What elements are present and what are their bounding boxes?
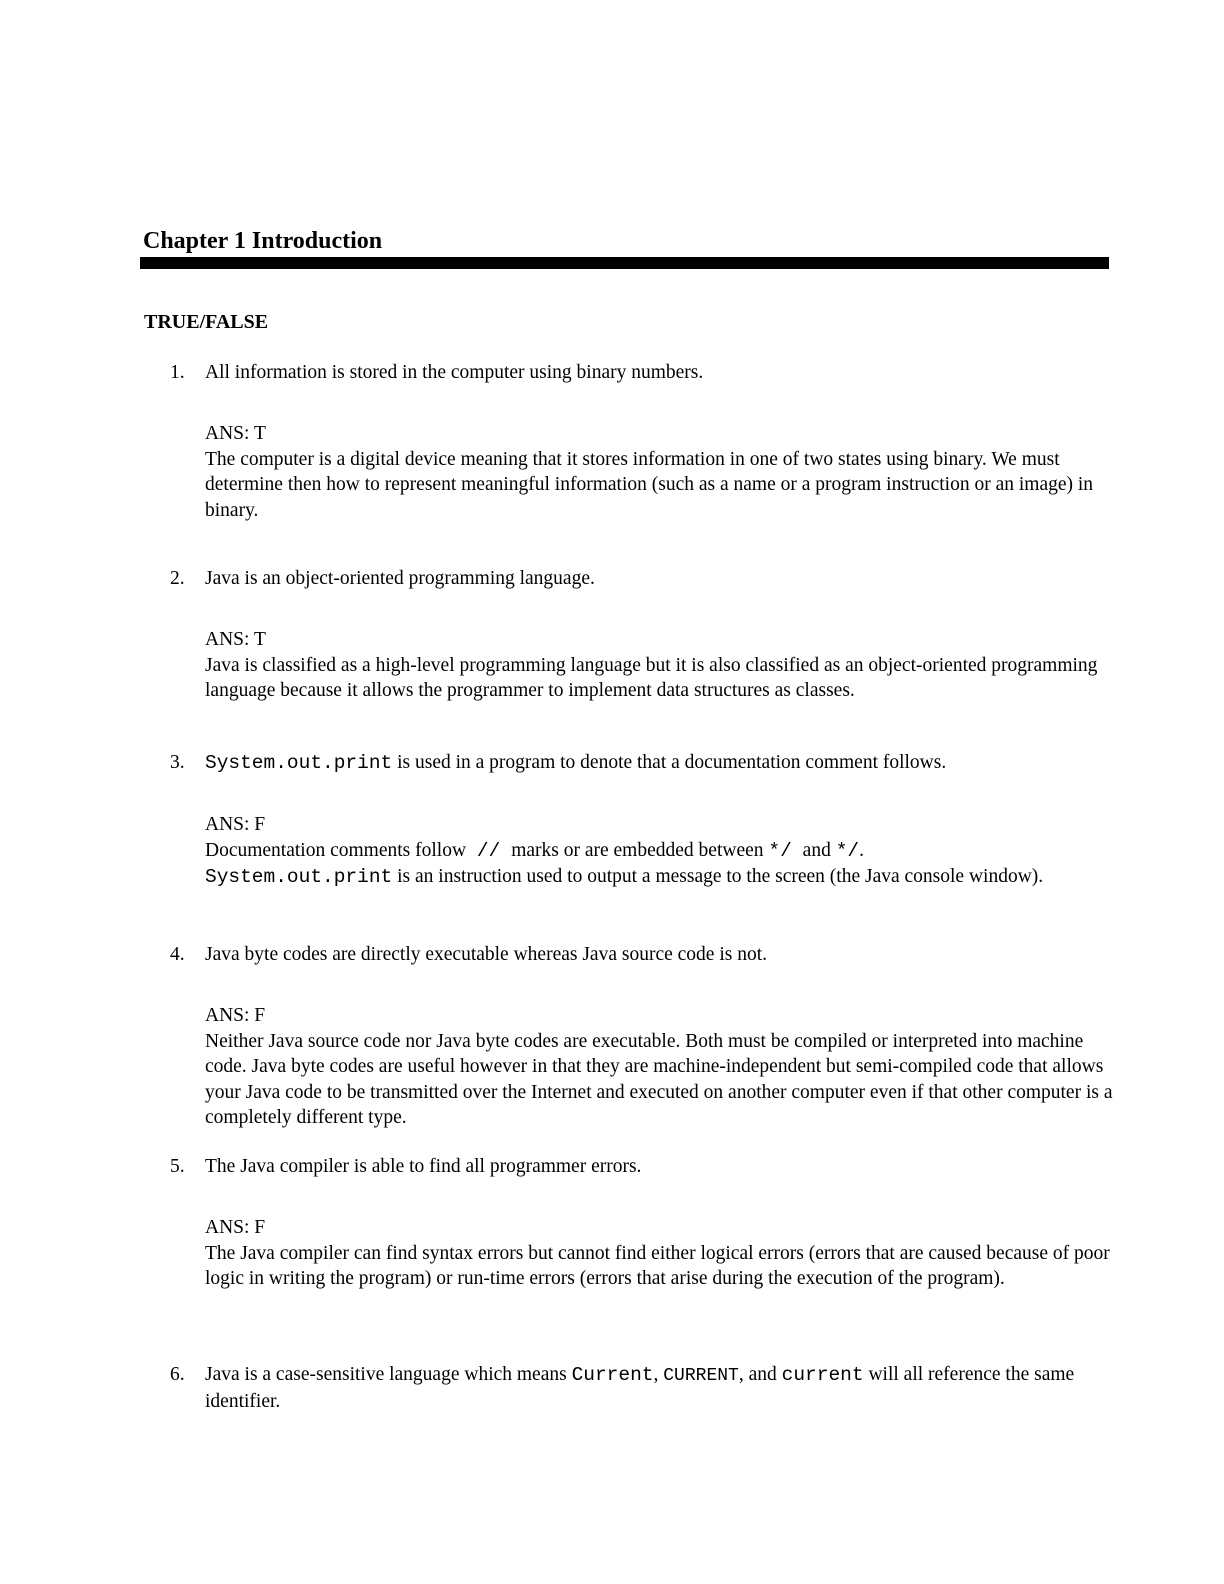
section-heading: TRUE/FALSE xyxy=(144,311,269,333)
question-number: 1. xyxy=(170,362,185,383)
answer-2 xyxy=(205,627,1115,704)
question-number: 4. xyxy=(170,944,185,965)
answer-explanation: Java is classified as a high-level programming language but it is also classified as an object-oriented programming language because it allows the programmer to implement data structures as classes. xyxy=(205,654,1098,701)
answer-4 xyxy=(205,1003,1115,1131)
question-number: 3. xyxy=(170,752,185,773)
answer-label: ANS: F xyxy=(205,814,266,835)
code-snippet: System.out.print xyxy=(205,752,393,774)
question-number: 5. xyxy=(170,1156,185,1177)
answer-explanation-part: marks or are embedded between xyxy=(506,839,769,861)
answer-explanation-part: is an instruction used to output a message to the screen (the Java console window). xyxy=(392,866,1044,887)
title-rule xyxy=(140,257,1109,269)
answer-label: ANS: F xyxy=(205,1005,266,1026)
answer-label: ANS: T xyxy=(205,423,266,444)
answer-explanation-part: and xyxy=(797,839,836,861)
question-3 xyxy=(170,750,1115,776)
answer-1 xyxy=(205,421,1115,523)
question-text-part: , and xyxy=(738,1364,782,1385)
answer-explanation: The computer is a digital device meaning that it stores information in one of two states using binary. We must determine then how to represent meaningful information (such as a name or a program instruction or an image) in binary. xyxy=(205,448,1094,521)
answer-explanation-part: Documentation comments follow xyxy=(205,839,471,861)
question-text: Java is an object-oriented programming language. xyxy=(205,568,595,589)
question-text xyxy=(205,1362,1115,1414)
code-snippet: */ xyxy=(835,839,860,862)
answer-explanation-part: . xyxy=(859,839,864,861)
code-snippet: */ xyxy=(768,839,792,862)
question-4 xyxy=(170,942,1115,967)
code-snippet: CURRENT xyxy=(663,1366,739,1386)
question-2 xyxy=(170,566,1115,591)
question-text: All information is stored in the computer using binary numbers. xyxy=(205,362,704,383)
chapter-title: Chapter 1 Introduction xyxy=(143,228,383,254)
question-number: 6. xyxy=(170,1364,185,1385)
answer-5 xyxy=(205,1215,1115,1292)
question-text-part: will all reference the same identifier. xyxy=(205,1364,1075,1412)
answer-explanation: Neither Java source code nor Java byte codes are executable. Both must be compiled or interpreted into machine code. Java byte codes are useful however in that they are machine-independent but semi-compiled code that allows your Java code to be transmitted over the Internet and executed on another computer even if that other computer is a completely different type. xyxy=(205,1030,1113,1128)
question-text-part: Java is a case-sensitive language which means xyxy=(205,1364,572,1385)
question-text: The Java compiler is able to find all programmer errors. xyxy=(205,1156,642,1177)
question-6 xyxy=(170,1362,1115,1414)
code-snippet: current xyxy=(781,1364,864,1386)
code-snippet: System.out.print xyxy=(205,866,393,888)
code-snippet: // xyxy=(476,839,501,862)
answer-label: ANS: F xyxy=(205,1217,266,1238)
code-snippet: Current xyxy=(571,1364,654,1386)
question-number: 2. xyxy=(170,568,185,589)
question-text-part: , xyxy=(653,1364,664,1385)
question-text xyxy=(205,750,1115,776)
question-1 xyxy=(170,360,1115,385)
question-5 xyxy=(170,1154,1115,1179)
answer-explanation: The Java compiler can find syntax errors but cannot find either logical errors (errors that are caused because of poor logic in writing the program) or run-time errors (errors that arise during the execution of the program). xyxy=(205,1242,1110,1289)
question-text-rest: is used in a program to denote that a documentation comment follows. xyxy=(392,752,947,773)
answer-label: ANS: T xyxy=(205,629,266,650)
question-text: Java byte codes are directly executable whereas Java source code is not. xyxy=(205,944,767,965)
answer-3 xyxy=(205,812,1115,891)
